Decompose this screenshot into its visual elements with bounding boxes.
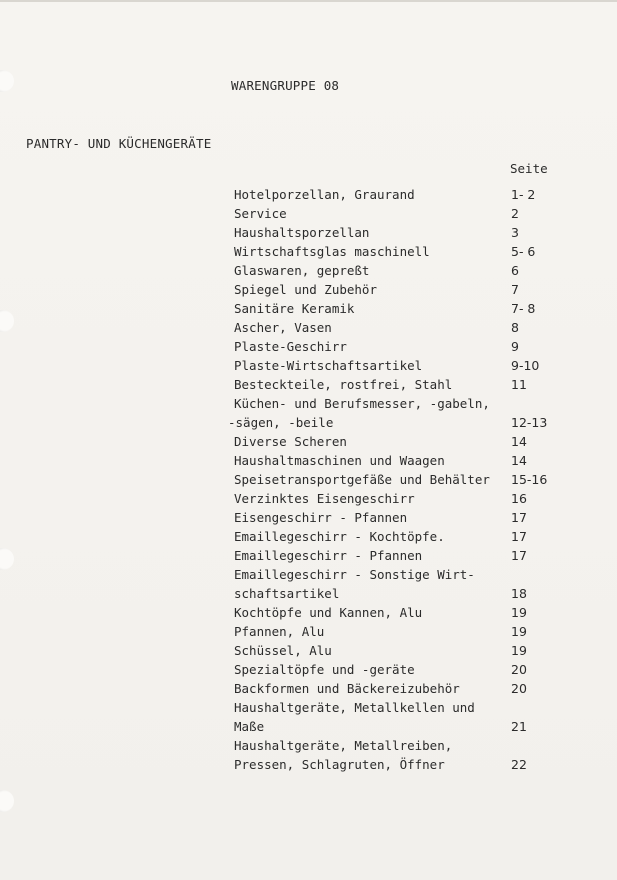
toc-row — [0, 584, 617, 603]
toc-entry-title: Besteckteile, rostfrei, Stahl — [234, 377, 453, 392]
toc-row — [0, 280, 617, 299]
toc-entry-page: 19 — [511, 605, 527, 620]
toc-entry-title: Sanitäre Keramik — [234, 301, 355, 316]
toc-row — [0, 755, 617, 774]
toc-row — [0, 413, 617, 432]
toc-entry-page: 7- 8 — [511, 301, 536, 316]
toc-entry-page: 19 — [511, 643, 527, 658]
toc-entry-page: 16 — [511, 491, 527, 506]
toc-entry-title: Eisengeschirr - Pfannen — [234, 510, 408, 525]
toc-entry-page: 19 — [511, 624, 527, 639]
toc-entry-page: 6 — [511, 263, 519, 278]
toc-row — [0, 432, 617, 451]
punch-hole — [0, 70, 14, 92]
toc-entry-title: Haushaltgeräte, Metallkellen und — [234, 700, 475, 715]
toc-entry-page: 18 — [511, 586, 527, 601]
toc-entry-title: Küchen- und Berufsmesser, -gabeln, — [234, 396, 490, 411]
toc-row — [0, 679, 617, 698]
toc-entry-page: 14 — [511, 453, 527, 468]
toc-entry-page: 15-16 — [511, 472, 548, 487]
toc-entry-title: Emaillegeschirr - Kochtöpfe. — [234, 529, 445, 544]
toc-entry-page: 5- 6 — [511, 244, 536, 259]
section-title: PANTRY- UND KÜCHENGERÄTE — [26, 136, 212, 151]
toc-entry-title: Verzinktes Eisengeschirr — [234, 491, 415, 506]
toc-entry-title: Service — [234, 206, 287, 221]
toc-row — [0, 242, 617, 261]
toc-row — [0, 489, 617, 508]
toc-entry-title: Spiegel und Zubehör — [234, 282, 377, 297]
toc-entry-title: Ascher, Vasen — [234, 320, 332, 335]
toc-row — [0, 451, 617, 470]
toc-row — [0, 337, 617, 356]
toc-entry-title: Plaste-Geschirr — [234, 339, 347, 354]
toc-entry-title: Haushaltmaschinen und Waagen — [234, 453, 445, 468]
toc-entry-title: Wirtschaftsglas maschinell — [234, 244, 430, 259]
toc-row — [0, 299, 617, 318]
toc-entry-title: Plaste-Wirtschaftsartikel — [234, 358, 423, 373]
toc-entry-page: 2 — [511, 206, 519, 221]
toc-entry-title: Glaswaren, gepreßt — [234, 263, 370, 278]
toc-row — [0, 717, 617, 736]
toc-row — [0, 223, 617, 242]
toc-entry-title: Schüssel, Alu — [234, 643, 332, 658]
page-column-label: Seite — [510, 161, 548, 176]
toc-entry-title: Haushaltsporzellan — [234, 225, 370, 240]
page-top-edge — [0, 0, 617, 2]
toc-row — [0, 622, 617, 641]
toc-entry-page: 7 — [511, 282, 519, 297]
toc-row — [0, 698, 617, 717]
toc-entry-title: Backformen und Bäckereizubehör — [234, 681, 460, 696]
toc-entry-title: Hotelporzellan, Graurand — [234, 187, 415, 202]
toc-row — [0, 375, 617, 394]
toc-entry-title: Diverse Scheren — [234, 434, 347, 449]
toc-entry-page: 1- 2 — [511, 187, 536, 202]
toc-entry-title: Maße — [234, 719, 265, 734]
toc-row — [0, 508, 617, 527]
toc-entry-title: Speisetransportgefäße und Behälter — [234, 472, 490, 487]
toc-row — [0, 527, 617, 546]
toc-entry-title: Pfannen, Alu — [234, 624, 325, 639]
toc-row — [0, 736, 617, 755]
toc-entry-page: 21 — [511, 719, 527, 734]
punch-hole — [0, 790, 14, 812]
toc-row — [0, 204, 617, 223]
toc-row — [0, 261, 617, 280]
toc-row — [0, 394, 617, 413]
toc-entry-page: 3 — [511, 225, 519, 240]
toc-row — [0, 565, 617, 584]
toc-entry-title: -sägen, -beile — [228, 415, 334, 430]
toc-entry-page: 17 — [511, 548, 527, 563]
toc-entry-title: Pressen, Schlagruten, Öffner — [234, 757, 445, 772]
toc-entry-page: 14 — [511, 434, 527, 449]
toc-entry-title: Spezialtöpfe und -geräte — [234, 662, 415, 677]
table-of-contents — [0, 185, 617, 774]
toc-entry-title: Emaillegeschirr - Pfannen — [234, 548, 423, 563]
toc-entry-page: 17 — [511, 529, 527, 544]
toc-entry-page: 20 — [511, 681, 527, 696]
toc-entry-page: 22 — [511, 757, 527, 772]
toc-entry-page: 20 — [511, 662, 527, 677]
toc-row — [0, 185, 617, 204]
toc-row — [0, 546, 617, 565]
toc-row — [0, 660, 617, 679]
toc-entry-page: 9-10 — [511, 358, 540, 373]
group-title: WARENGRUPPE 08 — [231, 78, 340, 93]
toc-entry-page: 8 — [511, 320, 519, 335]
toc-row — [0, 318, 617, 337]
toc-entry-page: 9 — [511, 339, 519, 354]
toc-entry-title: Emaillegeschirr - Sonstige Wirt- — [234, 567, 475, 582]
toc-row — [0, 470, 617, 489]
toc-row — [0, 641, 617, 660]
toc-row — [0, 603, 617, 622]
toc-entry-page: 12-13 — [511, 415, 548, 430]
toc-row — [0, 356, 617, 375]
toc-entry-title: Kochtöpfe und Kannen, Alu — [234, 605, 423, 620]
toc-entry-page: 17 — [511, 510, 527, 525]
toc-entry-title: Haushaltgeräte, Metallreiben, — [234, 738, 453, 753]
toc-entry-page: 11 — [511, 377, 527, 392]
toc-entry-title: schaftsartikel — [234, 586, 340, 601]
